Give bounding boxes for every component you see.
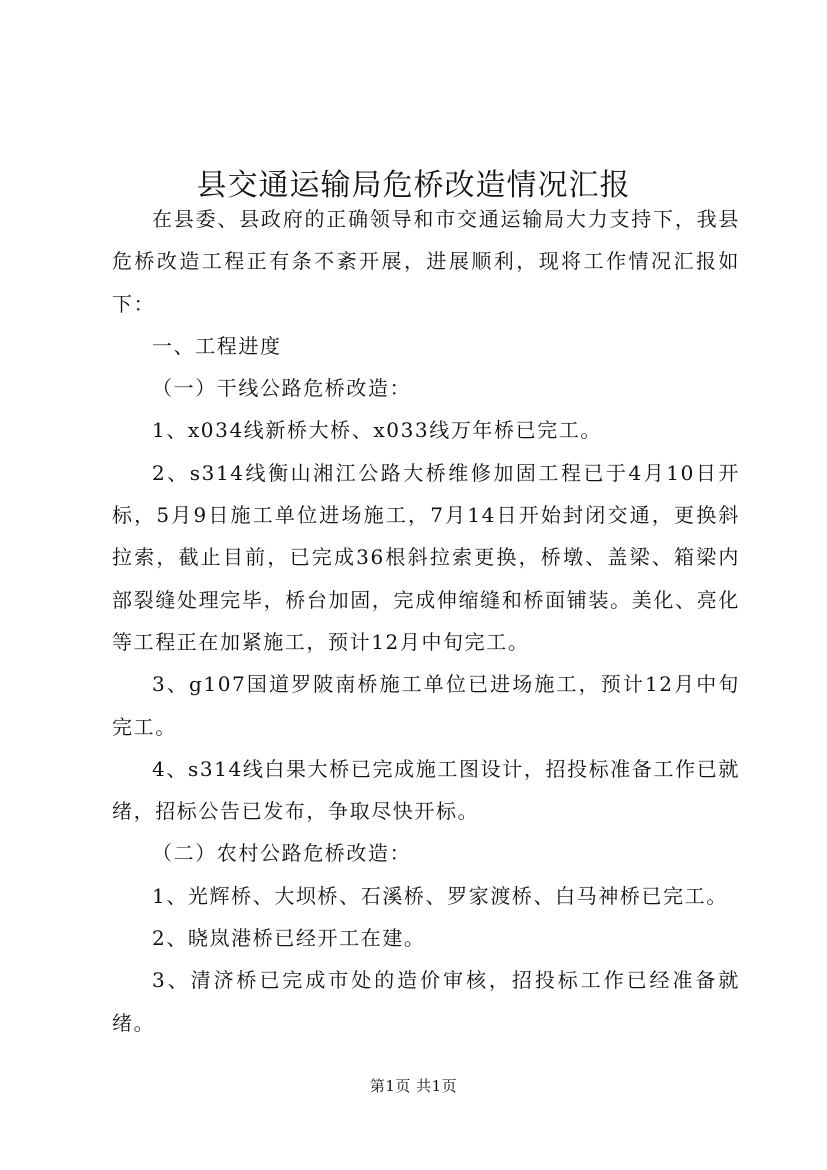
paragraph-item: 1、x034线新桥大桥、x033线万年桥已完工。	[152, 418, 603, 443]
document-title: 县交通运输局危桥改造情况汇报	[196, 168, 631, 204]
paragraph-item: 2、晓岚港桥已经开工在建。	[152, 926, 426, 951]
paragraph-intro: 在县委、县政府的正确领导和市交通运输局大力支持下，我县危桥改造工程正有条不紊开展，进展顺利，现将工作情况汇报如下：	[112, 207, 740, 316]
paragraph-item: 1、光辉桥、大坝桥、石溪桥、罗家渡桥、白马神桥已完工。	[152, 883, 728, 908]
section-heading-progress: 一、工程进度	[152, 333, 282, 358]
paragraph-item: 3、g107国道罗陂南桥施工单位已进场施工，预计12月中旬完工。	[112, 672, 740, 739]
paragraph-item: 3、清济桥已完成市处的造价审核，招投标工作已经准备就绪。	[112, 968, 740, 1035]
paragraph-item: 2、s314线衡山湘江公路大桥维修加固工程已于4月10日开标，5月9日施工单位进场施工，7月14日开始封闭交通，更换斜拉索，截止目前，已完成36根斜拉索更换，桥墩、盖梁、箱梁内部裂缝处理完毕，桥台加固，完成伸缩缝和桥面铺装。美化、亮化等工程正在加紧施工，预计12月中旬完工。	[112, 460, 740, 654]
subsection-heading-trunk-roads: （一）干线公路危桥改造：	[152, 376, 412, 401]
page-footer: 第1页 共1页	[369, 1077, 458, 1095]
document-body	[112, 198, 740, 1044]
paragraph-item: 4、s314线白果大桥已完成施工图设计，招投标准备工作已就绪，招标公告已发布，争取尽快开标。	[112, 756, 740, 824]
subsection-heading-rural-roads: （二）农村公路危桥改造：	[152, 841, 412, 866]
